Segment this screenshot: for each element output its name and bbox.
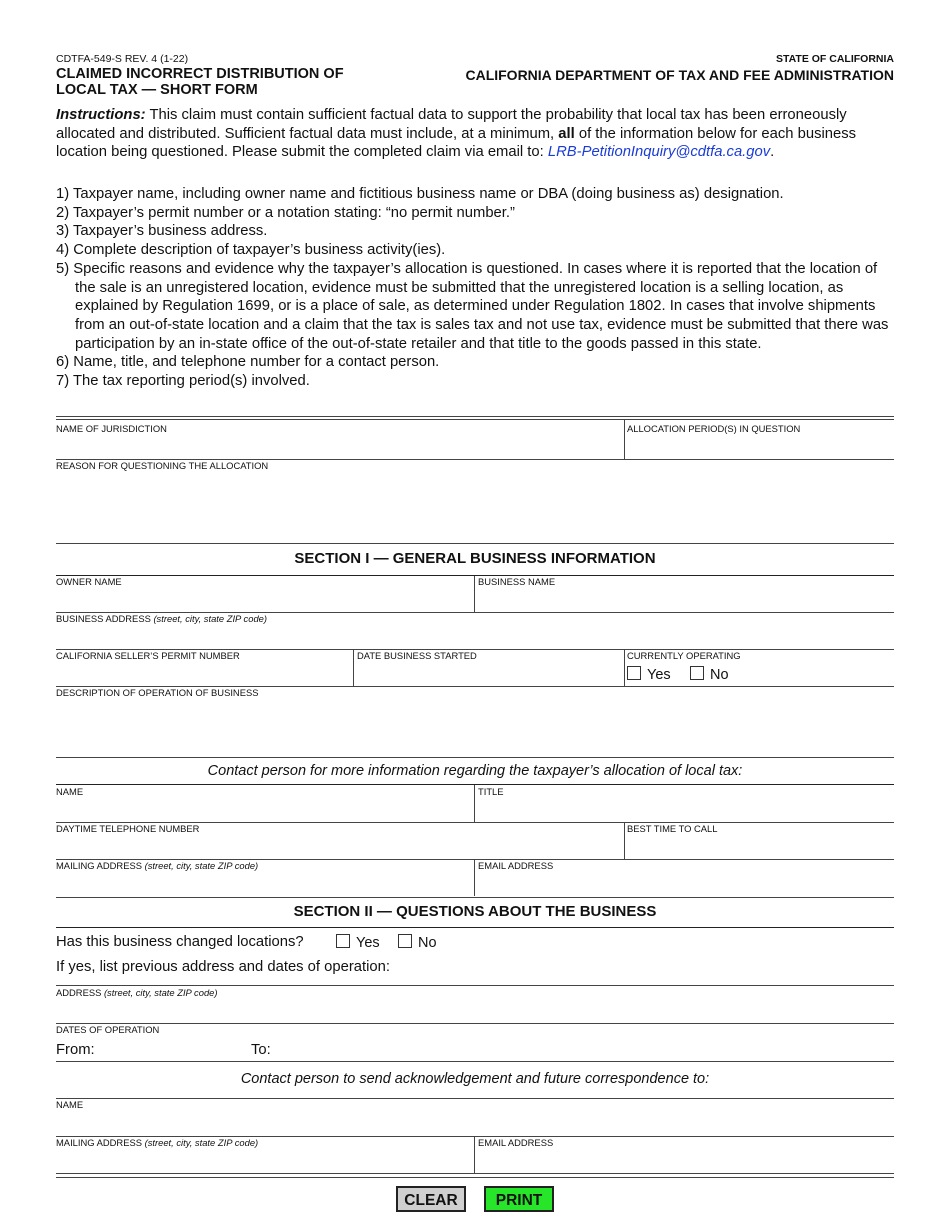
divider — [56, 543, 894, 544]
form-title-line2: LOCAL TAX — SHORT FORM — [56, 82, 258, 98]
permit-number-field[interactable]: CALIFORNIA SELLER’S PERMIT NUMBER — [56, 650, 240, 661]
state-label: STATE OF CALIFORNIA — [775, 53, 894, 65]
divider — [474, 1136, 475, 1173]
from-date-field[interactable]: From: — [56, 1042, 95, 1058]
changed-yes-label: Yes — [356, 935, 380, 951]
best-time-field[interactable]: BEST TIME TO CALL — [627, 823, 718, 834]
list-previous-instruction: If yes, list previous address and dates of operation: — [56, 959, 390, 975]
contact-name-field[interactable]: NAME — [56, 786, 84, 797]
correspondence-email-field[interactable]: EMAIL ADDRESS — [478, 1137, 554, 1148]
list-item: 1) Taxpayer name, including owner name and fictitious business name or DBA (doing business as) designation. — [56, 186, 784, 202]
print-button[interactable]: PRINT — [484, 1186, 554, 1212]
currently-operating-label: CURRENTLY OPERATING — [627, 650, 741, 661]
divider — [353, 649, 354, 686]
requirements-list — [56, 185, 894, 391]
contact-email-field[interactable]: EMAIL ADDRESS — [478, 860, 554, 871]
contact-heading: Contact person for more information regarding the taxpayer’s allocation of local tax: — [207, 763, 743, 779]
submission-email-link[interactable]: LRB-PetitionInquiry@cdtfa.ca.gov — [547, 144, 771, 161]
divider — [56, 1173, 894, 1174]
instructions-period: . — [770, 144, 775, 161]
dates-of-operation-label: DATES OF OPERATION — [56, 1024, 160, 1035]
changed-no-option[interactable] — [398, 934, 437, 951]
form-title-line1: CLAIMED INCORRECT DISTRIBUTION OF — [56, 66, 344, 82]
instructions-text-a: This claim must contain sufficient factual data to support the probability that local tax has been erroneously allocated and distributed. Sufficient factual data must include, at a minimum, — [56, 107, 847, 142]
to-date-field[interactable]: To: — [251, 1042, 271, 1058]
correspondence-heading: Contact person to send acknowledgement and future correspondence to: — [240, 1071, 710, 1087]
operating-no-checkbox[interactable] — [690, 666, 704, 680]
section1-heading: SECTION I — GENERAL BUSINESS INFORMATION — [294, 550, 656, 567]
changed-no-checkbox[interactable] — [398, 934, 412, 948]
changed-yes-option[interactable] — [336, 934, 380, 951]
operating-yes-checkbox[interactable] — [627, 666, 641, 680]
operating-no-option[interactable] — [690, 666, 729, 683]
operating-no-label: No — [710, 667, 729, 683]
address-hint: (street, city, state ZIP code) — [103, 987, 218, 998]
reason-field[interactable]: REASON FOR QUESTIONING THE ALLOCATION — [56, 460, 269, 471]
instructions-paragraph — [56, 106, 894, 162]
form-number: CDTFA-549-S REV. 4 (1-22) — [56, 53, 189, 65]
list-item: 3) Taxpayer’s business address. — [56, 223, 268, 240]
list-item: 6) Name, title, and telephone number for a contact person. — [56, 354, 440, 371]
address-hint: (street, city, state ZIP code) — [144, 1137, 259, 1148]
phone-field[interactable]: DAYTIME TELEPHONE NUMBER — [56, 823, 200, 834]
list-item: 5) Specific reasons and evidence why the taxpayer’s allocation is questioned. In cases where it is reported that the location of the sale is an unregistered location, evidence must be submitted that the unregistered location is a selling location, as explained by Regulation 1699, or is a place of sale, as determined under Regulation 1802. In cases that involve shipments from an out-of-state location and a claim that the tax is sales tax and not use tax, evidence must be submitted that there was participation by an in-state office of the out-of-state retailer and that title to the goods passed in this state. — [56, 260, 889, 352]
contact-title-field[interactable]: TITLE — [478, 786, 504, 797]
changed-no-label: No — [418, 935, 437, 951]
divider — [474, 785, 475, 822]
form-page — [56, 0, 894, 1230]
list-item: 4) Complete description of taxpayer’s business activity(ies). — [56, 242, 446, 259]
department-name: CALIFORNIA DEPARTMENT OF TAX AND FEE ADMINISTRATION — [465, 67, 894, 83]
changed-locations-question: Has this business changed locations? — [56, 934, 304, 950]
divider — [56, 927, 894, 928]
divider — [474, 859, 475, 896]
instructions-text-b: of the information below for each business location being questioned. Please submit the completed claim via email to: — [56, 125, 857, 161]
divider — [56, 985, 894, 986]
date-started-field[interactable]: DATE BUSINESS STARTED — [357, 650, 477, 661]
business-name-field[interactable]: BUSINESS NAME — [478, 576, 556, 587]
form-title — [56, 66, 436, 98]
divider — [56, 575, 894, 576]
address-label: ADDRESS — [56, 987, 102, 998]
address-hint: (street, city, state ZIP code) — [153, 613, 268, 624]
divider — [56, 1177, 894, 1178]
divider — [56, 416, 894, 417]
divider — [474, 576, 475, 612]
mailing-address-label: MAILING ADDRESS — [56, 860, 142, 871]
business-address-field[interactable] — [56, 613, 267, 624]
divider — [56, 757, 894, 758]
list-item: 7) The tax reporting period(s) involved. — [56, 373, 310, 390]
address-hint: (street, city, state ZIP code) — [144, 860, 259, 871]
divider — [624, 822, 625, 859]
contact-mailing-address-field[interactable] — [56, 860, 258, 871]
allocation-period-field[interactable]: ALLOCATION PERIOD(S) IN QUESTION — [627, 423, 801, 434]
divider — [56, 784, 894, 785]
divider — [624, 649, 625, 686]
divider — [56, 419, 894, 420]
section2-heading: SECTION II — QUESTIONS ABOUT THE BUSINESS — [293, 903, 657, 920]
previous-address-field[interactable] — [56, 987, 218, 998]
instructions-label: Instructions: — [56, 107, 146, 123]
description-field[interactable]: DESCRIPTION OF OPERATION OF BUSINESS — [56, 687, 259, 698]
mailing-address-label: MAILING ADDRESS — [56, 1137, 142, 1148]
operating-yes-option[interactable] — [627, 666, 671, 683]
list-item: 2) Taxpayer’s permit number or a notation stating: “no permit number.” — [56, 204, 515, 221]
instructions-bold-all: all — [558, 125, 575, 142]
divider — [56, 897, 894, 898]
divider — [56, 1061, 894, 1062]
divider — [624, 419, 625, 459]
correspondence-mailing-address-field[interactable] — [56, 1137, 258, 1148]
clear-button[interactable]: CLEAR — [396, 1186, 466, 1212]
jurisdiction-field[interactable]: NAME OF JURISDICTION — [56, 423, 167, 434]
divider — [56, 1023, 894, 1024]
business-address-label: BUSINESS ADDRESS — [56, 613, 151, 624]
operating-yes-label: Yes — [647, 667, 671, 683]
changed-yes-checkbox[interactable] — [336, 934, 350, 948]
owner-name-field[interactable]: OWNER NAME — [56, 576, 122, 587]
correspondence-name-field[interactable]: NAME — [56, 1099, 84, 1110]
divider — [56, 1098, 894, 1099]
